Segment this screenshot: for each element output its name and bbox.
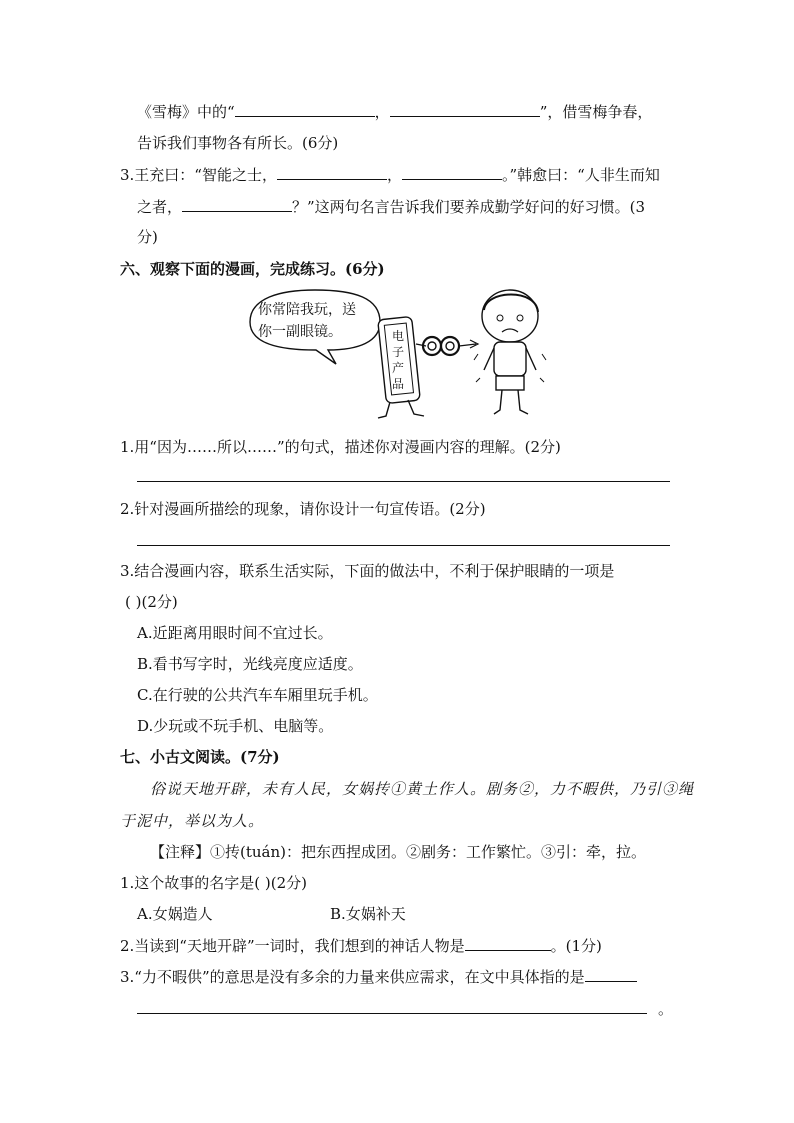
- s6-q3-option-b: B.看书写字时，光线亮度应适度。: [137, 655, 363, 673]
- device-label-1: 电: [392, 329, 405, 343]
- s6-q1: 1.用“因为……所以……”的句式，描述你对漫画内容的理解。(2分): [120, 438, 561, 456]
- answer-line[interactable]: [137, 1013, 647, 1014]
- s6-q3-line-1: 3.结合漫画内容，联系生活实际，下面的做法中，不利于保护眼睛的一项是: [120, 562, 615, 580]
- s7-q2: [120, 934, 602, 957]
- text: 之者，: [137, 198, 183, 216]
- s6-q3-option-d: D.少玩或不玩手机、电脑等。: [137, 717, 334, 735]
- q5-3-line-3: 分): [137, 228, 158, 246]
- s6-q3-option-c: C.在行驶的公共汽车车厢里玩手机。: [137, 686, 378, 704]
- q5-3-line-2: [137, 195, 645, 218]
- s6-q2: 2.针对漫画所描绘的现象，请你设计一句宣传语。(2分): [120, 500, 486, 518]
- s6-q3-option-a: A.近距离用眼时间不宜过长。: [137, 624, 333, 642]
- q5-line-2: 告诉我们事物各有所长。(6分): [137, 134, 339, 152]
- text: 《雪梅》中的“: [137, 103, 235, 121]
- q5-line-1: [137, 100, 652, 123]
- section-6-title: 六、观察下面的漫画，完成练习。(6分): [120, 260, 385, 278]
- text: 2.当读到“天地开辟”一词时，我们想到的神话人物是: [120, 937, 465, 955]
- s7-q1: 1.这个故事的名字是( )(2分): [120, 874, 308, 892]
- s7-q3: [120, 965, 637, 988]
- answer-blank[interactable]: [465, 934, 551, 951]
- text: 3.王充曰：“智能之士，: [120, 166, 277, 184]
- text: 。”韩愈曰：“人非生而知: [502, 166, 660, 184]
- s6-q3-line-2: ( )(2分): [125, 593, 178, 611]
- answer-line[interactable]: [137, 545, 670, 546]
- boy-character: [474, 290, 546, 414]
- q5-3-line-1: [120, 163, 660, 186]
- device-label-4: 品: [392, 377, 405, 391]
- answer-blank[interactable]: [585, 965, 637, 982]
- s7-q1-option-b: B.女娲补天: [330, 905, 406, 923]
- answer-blank[interactable]: [390, 100, 540, 117]
- device-label-3: 产: [392, 361, 405, 375]
- bubble-text-line-1: 你常陪我玩，送: [258, 302, 356, 318]
- answer-blank[interactable]: [277, 163, 387, 180]
- device-character: [378, 316, 478, 418]
- classical-text-line-2: 于泥中，举以为人。: [120, 812, 265, 830]
- answer-line[interactable]: [137, 481, 670, 482]
- classical-text-line-1: 俗说天地开辟，未有人民，女娲抟①黄土作人。剧务②，力不暇供，乃引③绳: [150, 780, 695, 798]
- text: ，: [374, 103, 390, 121]
- text: 。(1分): [550, 937, 602, 955]
- device-label-2: 子: [392, 345, 405, 359]
- text: ”，借雪梅争春，: [539, 103, 653, 121]
- annotation-note: 【注释】①抟(tuán)：把东西捏成团。②剧务：工作繁忙。③引：牵，拉。: [150, 843, 646, 861]
- s7-q1-option-a: A.女娲造人: [137, 905, 213, 923]
- text: 3.“力不暇供”的意思是没有多余的力量来供应需求，在文中具体指的是: [120, 968, 585, 986]
- cartoon-image: [240, 284, 550, 424]
- section-7-title: 七、小古文阅读。(7分): [120, 748, 280, 766]
- text: ？”这两句名言告诉我们要养成勤学好问的好习惯。(3: [292, 198, 646, 216]
- s7-q3-end: 。: [658, 1000, 674, 1018]
- bubble-text-line-2: 你一副眼镜。: [258, 324, 342, 340]
- answer-blank[interactable]: [235, 100, 375, 117]
- answer-blank[interactable]: [402, 163, 502, 180]
- text: ，: [386, 166, 402, 184]
- answer-blank[interactable]: [182, 195, 292, 212]
